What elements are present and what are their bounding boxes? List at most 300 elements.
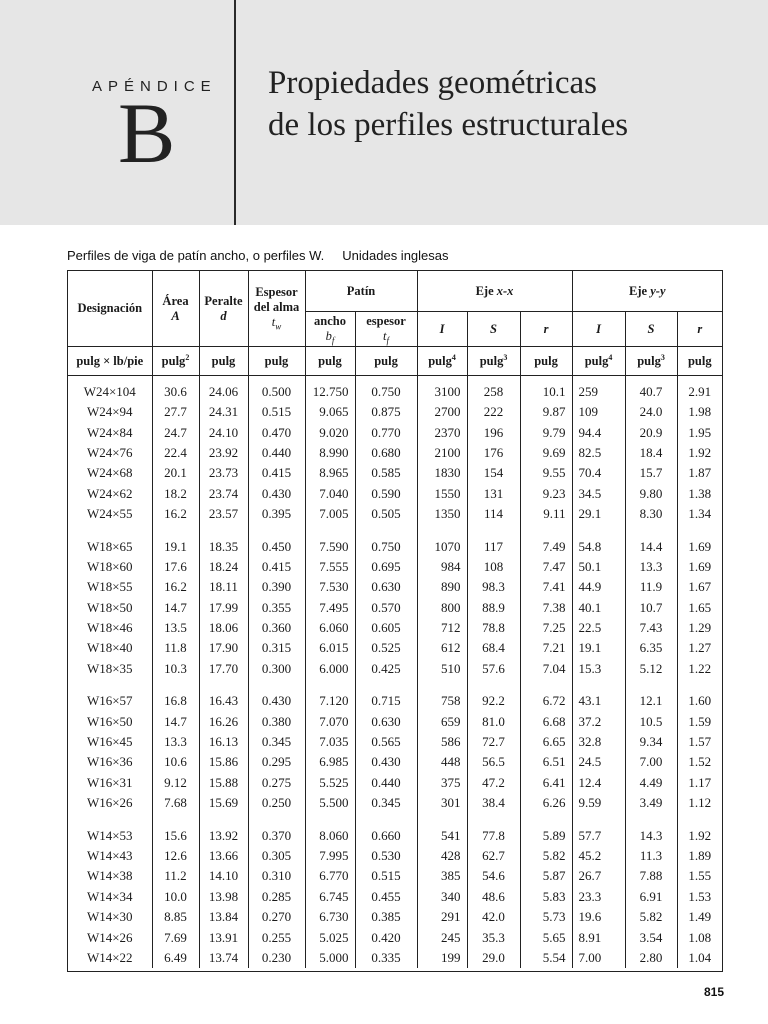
cell-ry: 1.53 [677, 887, 722, 907]
cell-tf: 0.335 [355, 948, 417, 968]
cell-tf: 0.530 [355, 846, 417, 866]
cell-iy: 19.6 [572, 907, 625, 927]
table-caption-units: Unidades inglesas [342, 248, 449, 263]
table-row [68, 846, 722, 866]
cell-tf: 0.695 [355, 557, 417, 577]
cell-tw: 0.300 [248, 659, 305, 679]
cell-iy: 40.1 [572, 598, 625, 618]
cell-bf: 5.025 [305, 927, 355, 947]
cell-tf: 0.515 [355, 866, 417, 886]
cell-peralte: 13.84 [199, 907, 248, 927]
cell-area: 14.7 [152, 711, 199, 731]
cell-rx: 9.11 [520, 504, 572, 524]
cell-designacion: W14×22 [86, 949, 133, 965]
cell-designacion: W18×50 [86, 599, 133, 615]
cell-tf: 0.875 [355, 402, 417, 422]
cell-ix: 428 [417, 846, 467, 866]
cell-bf: 6.730 [305, 907, 355, 927]
cell-sx: 68.4 [467, 638, 520, 658]
group-spacer [68, 524, 722, 536]
cell-rx: 7.04 [520, 659, 572, 679]
cell-area: 14.7 [152, 598, 199, 618]
cell-rx: 10.1 [520, 376, 572, 403]
cell-sy: 3.54 [625, 927, 677, 947]
cell-peralte: 17.99 [199, 598, 248, 618]
cell-tf: 0.345 [355, 793, 417, 813]
cell-ry: 1.69 [677, 536, 722, 556]
cell-ry: 1.67 [677, 577, 722, 597]
cell-peralte: 18.11 [199, 577, 248, 597]
cell-rx: 6.68 [520, 711, 572, 731]
header-eje-y-symbol: y-y [650, 283, 666, 298]
cell-tw: 0.315 [248, 638, 305, 658]
cell-area: 18.2 [152, 484, 199, 504]
cell-peralte: 17.70 [199, 659, 248, 679]
table-row [68, 752, 722, 772]
header-espesor-patin [355, 312, 417, 347]
cell-ix: 340 [417, 887, 467, 907]
cell-peralte: 24.06 [199, 376, 248, 403]
cell-sy: 10.5 [625, 711, 677, 731]
cell-bf: 12.750 [305, 376, 355, 403]
table-row [68, 402, 722, 422]
cell-designacion: W18×40 [86, 640, 133, 656]
cell-tw: 0.390 [248, 577, 305, 597]
table-body [68, 376, 722, 969]
cell-ry: 1.89 [677, 846, 722, 866]
cell-tw: 0.430 [248, 691, 305, 711]
cell-sy: 15.7 [625, 463, 677, 483]
unit-sx [467, 347, 520, 376]
table-row [68, 422, 722, 442]
cell-ry: 1.27 [677, 638, 722, 658]
cell-bf: 7.590 [305, 536, 355, 556]
cell-bf: 7.530 [305, 577, 355, 597]
cell-ix: 2700 [417, 402, 467, 422]
cell-sy: 24.0 [625, 402, 677, 422]
unit-ix [417, 347, 467, 376]
cell-area: 10.3 [152, 659, 199, 679]
cell-ry: 1.95 [677, 422, 722, 442]
cell-bf: 5.500 [305, 793, 355, 813]
table-row [68, 773, 722, 793]
cell-sx: 98.3 [467, 577, 520, 597]
cell-designacion: W14×43 [86, 848, 133, 863]
cell-tf: 0.770 [355, 422, 417, 442]
cell-bf: 6.015 [305, 638, 355, 658]
table-row [68, 638, 722, 658]
cell-area: 16.2 [152, 504, 199, 524]
cell-rx: 6.41 [520, 773, 572, 793]
cell-bf: 5.000 [305, 948, 355, 968]
header-iy: I [572, 312, 625, 347]
cell-ix: 890 [417, 577, 467, 597]
unit-tf: pulg [355, 347, 417, 376]
cell-peralte: 24.10 [199, 422, 248, 442]
cell-iy: 44.9 [572, 577, 625, 597]
cell-designacion: W24×62 [86, 485, 133, 501]
cell-rx: 9.87 [520, 402, 572, 422]
cell-sy: 11.3 [625, 846, 677, 866]
cell-ix: 758 [417, 691, 467, 711]
cell-ry: 1.29 [677, 618, 722, 638]
cell-area: 6.49 [152, 948, 199, 968]
chapter-title [268, 62, 748, 146]
cell-bf: 6.745 [305, 887, 355, 907]
cell-sx: 154 [467, 463, 520, 483]
cell-bf: 7.005 [305, 504, 355, 524]
cell-area: 7.69 [152, 927, 199, 947]
cell-area: 24.7 [152, 422, 199, 442]
table-row [68, 927, 722, 947]
cell-ix: 1830 [417, 463, 467, 483]
cell-peralte: 13.91 [199, 927, 248, 947]
cell-sx: 35.3 [467, 927, 520, 947]
cell-bf: 8.060 [305, 825, 355, 845]
table-row [68, 825, 722, 845]
cell-tw: 0.395 [248, 504, 305, 524]
cell-iy: 23.3 [572, 887, 625, 907]
cell-rx: 6.65 [520, 732, 572, 752]
cell-iy: 22.5 [572, 618, 625, 638]
cell-ry: 1.22 [677, 659, 722, 679]
cell-designacion: W14×38 [86, 868, 133, 884]
header-area [152, 271, 199, 347]
cell-tf: 0.630 [355, 711, 417, 731]
cell-sx: 131 [467, 484, 520, 504]
cell-peralte: 16.43 [199, 691, 248, 711]
cell-tw: 0.470 [248, 422, 305, 442]
cell-ry: 1.92 [677, 825, 722, 845]
unit-sy-exp: 3 [660, 352, 665, 362]
cell-ix: 448 [417, 752, 467, 772]
cell-sy: 6.91 [625, 887, 677, 907]
cell-rx: 6.72 [520, 691, 572, 711]
cell-bf: 7.555 [305, 557, 355, 577]
cell-rx: 7.38 [520, 598, 572, 618]
cell-sy: 11.9 [625, 577, 677, 597]
cell-ix: 3100 [417, 376, 467, 403]
cell-area: 27.7 [152, 402, 199, 422]
unit-ix-text: pulg [428, 353, 452, 368]
cell-bf: 7.070 [305, 711, 355, 731]
cell-area: 19.1 [152, 536, 199, 556]
unit-ry: pulg [677, 347, 722, 376]
cell-iy: 29.1 [572, 504, 625, 524]
cell-rx: 7.41 [520, 577, 572, 597]
cell-area: 20.1 [152, 463, 199, 483]
cell-iy: 43.1 [572, 691, 625, 711]
cell-ry: 1.55 [677, 866, 722, 886]
cell-rx: 5.87 [520, 866, 572, 886]
cell-sy: 8.30 [625, 504, 677, 524]
header-ancho-label: ancho [314, 314, 346, 328]
cell-ry: 1.57 [677, 732, 722, 752]
cell-designacion: W14×30 [86, 909, 133, 925]
cell-rx: 5.54 [520, 948, 572, 968]
cell-sy: 20.9 [625, 422, 677, 442]
cell-sx: 38.4 [467, 793, 520, 813]
cell-area: 8.85 [152, 907, 199, 927]
w-shapes-table [68, 271, 722, 968]
cell-sy: 7.00 [625, 752, 677, 772]
cell-designacion: W14×34 [86, 888, 133, 904]
header-espesor-alma [248, 271, 305, 347]
cell-sy: 10.7 [625, 598, 677, 618]
cell-bf: 9.020 [305, 422, 355, 442]
cell-sx: 62.7 [467, 846, 520, 866]
cell-tw: 0.285 [248, 887, 305, 907]
cell-tw: 0.305 [248, 846, 305, 866]
cell-designacion: W16×57 [86, 693, 133, 709]
cell-ix: 984 [417, 557, 467, 577]
cell-area: 7.68 [152, 793, 199, 813]
cell-tf: 0.385 [355, 907, 417, 927]
cell-sx: 72.7 [467, 732, 520, 752]
unit-ix-exp: 4 [451, 352, 456, 362]
cell-bf: 7.040 [305, 484, 355, 504]
header-eje-x-symbol: x-x [496, 283, 514, 298]
cell-sy: 12.1 [625, 691, 677, 711]
cell-tf: 0.630 [355, 577, 417, 597]
cell-peralte: 14.10 [199, 866, 248, 886]
cell-sy: 4.49 [625, 773, 677, 793]
cell-ix: 2100 [417, 443, 467, 463]
cell-ix: 1070 [417, 536, 467, 556]
cell-rx: 9.55 [520, 463, 572, 483]
cell-tw: 0.415 [248, 463, 305, 483]
cell-rx: 6.51 [520, 752, 572, 772]
cell-ix: 385 [417, 866, 467, 886]
cell-iy: 259 [572, 376, 625, 403]
cell-rx: 9.23 [520, 484, 572, 504]
cell-iy: 50.1 [572, 557, 625, 577]
cell-rx: 5.73 [520, 907, 572, 927]
cell-ry: 1.17 [677, 773, 722, 793]
cell-peralte: 15.69 [199, 793, 248, 813]
cell-sy: 5.12 [625, 659, 677, 679]
cell-bf: 9.065 [305, 402, 355, 422]
table-row [68, 711, 722, 731]
table-row [68, 577, 722, 597]
cell-peralte: 18.06 [199, 618, 248, 638]
cell-sy: 2.80 [625, 948, 677, 968]
cell-ix: 301 [417, 793, 467, 813]
cell-ry: 1.98 [677, 402, 722, 422]
cell-iy: 54.8 [572, 536, 625, 556]
cell-ry: 1.04 [677, 948, 722, 968]
cell-ix: 375 [417, 773, 467, 793]
cell-rx: 5.89 [520, 825, 572, 845]
tw-t: t [271, 315, 276, 329]
cell-sy: 9.34 [625, 732, 677, 752]
cell-area: 10.6 [152, 752, 199, 772]
unit-area-exp: 2 [185, 352, 190, 362]
cell-designacion: W16×45 [86, 734, 133, 750]
cell-iy: 8.91 [572, 927, 625, 947]
cell-sx: 42.0 [467, 907, 520, 927]
cell-bf: 8.990 [305, 443, 355, 463]
cell-sy: 6.35 [625, 638, 677, 658]
table-row [68, 376, 722, 403]
cell-iy: 57.7 [572, 825, 625, 845]
cell-ry: 1.87 [677, 463, 722, 483]
cell-iy: 7.00 [572, 948, 625, 968]
cell-sx: 47.2 [467, 773, 520, 793]
chapter-header [0, 0, 768, 225]
cell-designacion: W18×65 [86, 538, 133, 554]
cell-tw: 0.250 [248, 793, 305, 813]
cell-area: 11.2 [152, 866, 199, 886]
cell-sx: 258 [467, 376, 520, 403]
cell-designacion: W24×84 [86, 424, 133, 440]
table-row [68, 732, 722, 752]
cell-rx: 5.65 [520, 927, 572, 947]
cell-tf: 0.455 [355, 887, 417, 907]
cell-area: 15.6 [152, 825, 199, 845]
cell-tw: 0.500 [248, 376, 305, 403]
cell-iy: 19.1 [572, 638, 625, 658]
cell-rx: 5.82 [520, 846, 572, 866]
header-espesor2-label: espesor [366, 314, 406, 328]
cell-designacion: W18×55 [86, 579, 133, 595]
cell-bf: 7.120 [305, 691, 355, 711]
cell-sx: 222 [467, 402, 520, 422]
cell-designacion: W24×104 [83, 384, 136, 399]
cell-sx: 29.0 [467, 948, 520, 968]
unit-sx-text: pulg [479, 353, 504, 368]
table-row [68, 948, 722, 968]
cell-iy: 34.5 [572, 484, 625, 504]
cell-sy: 7.88 [625, 866, 677, 886]
cell-iy: 15.3 [572, 659, 625, 679]
cell-ix: 659 [417, 711, 467, 731]
table-caption [67, 248, 449, 263]
cell-area: 10.0 [152, 887, 199, 907]
header-ry: r [677, 312, 722, 347]
cell-peralte: 16.13 [199, 732, 248, 752]
cell-tf: 0.715 [355, 691, 417, 711]
cell-area: 11.8 [152, 638, 199, 658]
header-espesor-label: Espesor [255, 285, 298, 299]
header-divider [234, 0, 236, 225]
unit-area-text: pulg [161, 353, 186, 368]
unit-iy-text: pulg [584, 353, 609, 368]
cell-peralte: 13.98 [199, 887, 248, 907]
cell-rx: 9.69 [520, 443, 572, 463]
cell-bf: 6.770 [305, 866, 355, 886]
unit-sx-exp: 3 [503, 352, 508, 362]
cell-area: 16.8 [152, 691, 199, 711]
cell-sx: 48.6 [467, 887, 520, 907]
cell-ry: 1.92 [677, 443, 722, 463]
bf-sub: f [331, 335, 335, 346]
cell-sy: 40.7 [625, 376, 677, 403]
cell-tw: 0.310 [248, 866, 305, 886]
cell-tf: 0.570 [355, 598, 417, 618]
cell-tw: 0.515 [248, 402, 305, 422]
unit-sy-text: pulg [637, 353, 661, 368]
cell-ix: 1550 [417, 484, 467, 504]
cell-peralte: 15.86 [199, 752, 248, 772]
properties-table-frame [67, 270, 723, 972]
header-sy: S [625, 312, 677, 347]
cell-ix: 612 [417, 638, 467, 658]
cell-sx: 196 [467, 422, 520, 442]
tf-t: t [383, 329, 387, 343]
unit-tw: pulg [248, 347, 305, 376]
table-row [68, 887, 722, 907]
cell-tf: 0.605 [355, 618, 417, 638]
cell-tf: 0.420 [355, 927, 417, 947]
cell-tf: 0.525 [355, 638, 417, 658]
cell-tf: 0.425 [355, 659, 417, 679]
cell-tw: 0.355 [248, 598, 305, 618]
cell-iy: 45.2 [572, 846, 625, 866]
table-row [68, 463, 722, 483]
cell-ry: 1.08 [677, 927, 722, 947]
cell-peralte: 18.35 [199, 536, 248, 556]
cell-designacion: W14×26 [86, 929, 133, 945]
cell-peralte: 23.57 [199, 504, 248, 524]
cell-bf: 7.995 [305, 846, 355, 866]
cell-ry: 1.38 [677, 484, 722, 504]
table-row [68, 691, 722, 711]
cell-bf: 5.525 [305, 773, 355, 793]
cell-ix: 712 [417, 618, 467, 638]
cell-sx: 77.8 [467, 825, 520, 845]
cell-bf: 6.985 [305, 752, 355, 772]
cell-rx: 7.47 [520, 557, 572, 577]
table-row [68, 598, 722, 618]
cell-sy: 14.4 [625, 536, 677, 556]
cell-rx: 6.26 [520, 793, 572, 813]
cell-ry: 1.59 [677, 711, 722, 731]
cell-tf: 0.660 [355, 825, 417, 845]
cell-iy: 26.7 [572, 866, 625, 886]
header-designacion: Designación [77, 301, 143, 315]
cell-tw: 0.270 [248, 907, 305, 927]
cell-tf: 0.440 [355, 773, 417, 793]
cell-bf: 6.000 [305, 659, 355, 679]
cell-bf: 7.035 [305, 732, 355, 752]
cell-ix: 586 [417, 732, 467, 752]
group-spacer [68, 813, 722, 825]
header-area-label: Área [162, 293, 189, 308]
cell-tw: 0.370 [248, 825, 305, 845]
cell-bf: 6.060 [305, 618, 355, 638]
cell-tw: 0.450 [248, 536, 305, 556]
header-peralte-symbol: d [220, 308, 227, 323]
header-area-symbol: A [171, 308, 180, 323]
cell-ix: 541 [417, 825, 467, 845]
page-number: 815 [703, 985, 724, 999]
cell-sx: 176 [467, 443, 520, 463]
cell-peralte: 13.74 [199, 948, 248, 968]
table-row [68, 536, 722, 556]
cell-designacion: W24×55 [86, 506, 133, 522]
cell-tw: 0.255 [248, 927, 305, 947]
header-patin: Patín [305, 271, 417, 312]
bf-b: b [325, 329, 332, 343]
cell-peralte: 24.31 [199, 402, 248, 422]
cell-rx: 7.49 [520, 536, 572, 556]
cell-tf: 0.430 [355, 752, 417, 772]
cell-peralte: 13.66 [199, 846, 248, 866]
unit-iy-exp: 4 [608, 352, 613, 362]
cell-area: 17.6 [152, 557, 199, 577]
cell-ix: 291 [417, 907, 467, 927]
